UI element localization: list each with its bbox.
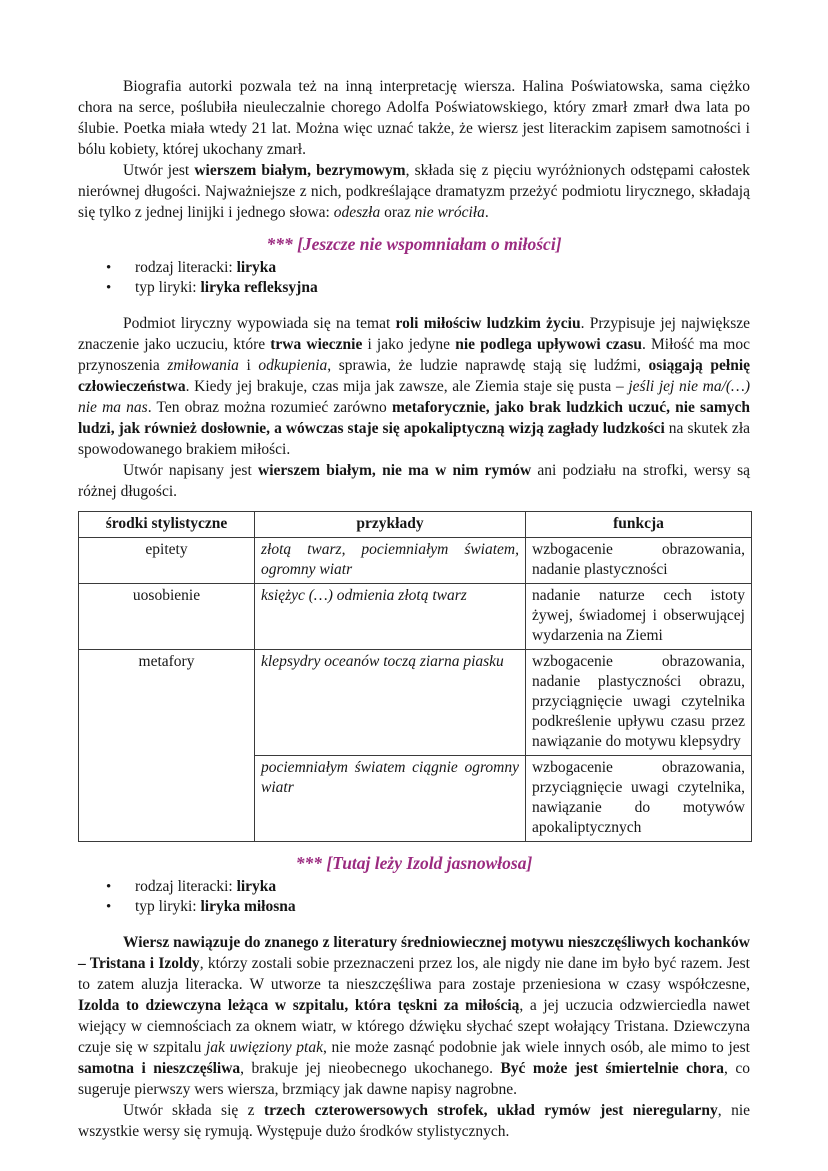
text-run: , nie wszystkie wersy się rymują. Występuje dużo środków stylistycznych. xyxy=(78,1102,751,1140)
text-run: rodzaj literacki: xyxy=(135,878,237,895)
text-run: Wiersz nawiązuje do znanego z literatury średniowiecznej motywu nieszczęśliwych kochanków – Tristana i Izoldy xyxy=(78,934,750,972)
table-cell: pociemniałym światem ciągnie ogromny wiatr xyxy=(255,756,526,842)
text-run: . Kiedy jej brakuje, czas mija jak zawsze, ale Ziemia staje się pusta – xyxy=(185,378,629,395)
paragraph xyxy=(78,460,750,502)
text-run: liryka xyxy=(236,259,277,276)
text-run: samotna i nieszczęśliwa xyxy=(78,1060,241,1077)
table-row xyxy=(79,584,752,650)
text-run: Podmiot liryczny wypowiada się na temat xyxy=(123,315,396,332)
text-run: oraz xyxy=(380,204,415,221)
text-run: metaforycznie, jako brak ludzkich uczuć, nie samych ludzi, jak również dosłownie, a wówczas staje się apokaliptyczną wizją zagłady ludzkości xyxy=(78,399,750,437)
text-run: Utwór składa się z xyxy=(123,1102,264,1119)
text-run: nie wróciła xyxy=(414,204,485,221)
text-run: , którzy zostali sobie przeznaczeni przez los, ale nigdy nie dane im było być razem. Jest to zatem aluzja literacka. W utworze ta nieszczęśliwa para zostaje przeniesiona w czasy współczesne, xyxy=(78,955,750,993)
text-run: odkupienia xyxy=(258,357,328,374)
section-heading: *** [Tutaj leży Izold jasnowłosa] xyxy=(295,853,533,873)
table-cell: epitety xyxy=(79,538,255,584)
table-cell: wzbogacenie obrazowania, przyciągnięcie uwagi czytelnika, nawiązanie do motywów apokaliptycznych xyxy=(526,756,752,842)
text-run: odeszła xyxy=(333,204,381,221)
text-run: roli miłościw ludzkim życiu xyxy=(395,315,581,332)
text-run: zmiłowania xyxy=(167,357,239,374)
text-run: trzech czterowersowych strofek, układ rymów jest nieregularny xyxy=(263,1102,718,1119)
bullet-item xyxy=(135,258,750,278)
table-body xyxy=(79,538,752,842)
text-run: , brakuje jej nieobecnego ukochanego. xyxy=(240,1060,501,1077)
table-cell: metafory xyxy=(79,650,255,842)
text-run: nie podlega upływowi czasu xyxy=(455,336,643,353)
text-run: , a jej uczucia odzwierciedla nawet wiejący w ciemnościach za oknem wiatr, w którego dźwięku słychać szept wołający Tristana. Dziewczyna czuje się w szpitalu xyxy=(78,997,750,1056)
text-run: typ liryki: xyxy=(135,279,201,296)
stylistic-devices-table xyxy=(78,511,752,842)
text-run: trwa wiecznie xyxy=(270,336,363,353)
bullet-item xyxy=(135,278,750,298)
table-head xyxy=(79,512,752,538)
table-cell: wzbogacenie obrazowania, nadanie plastyczności obrazu, przyciągnięcie uwagi czytelnika podkreślenie upływu czasu przez nawiązanie do motywu klepsydry xyxy=(526,650,752,756)
bullet-item xyxy=(135,877,750,897)
text-run: i xyxy=(238,357,259,374)
text-run: jak uwięziony ptak xyxy=(206,1039,323,1056)
table-cell: złotą twarz, pociemniałym światem, ogromny wiatr xyxy=(255,538,526,584)
text-run: ani podziału na strofki, wersy są różnej długości. xyxy=(78,462,750,500)
text-run: , sprawia, że ludzie naprawdę stają się ludźmi, xyxy=(327,357,649,374)
text-run: Być może jest śmiertelnie chora xyxy=(500,1060,725,1077)
table-row xyxy=(79,538,752,584)
text-run: . Przypisuje jej największe znaczenie jako uczuciu, które xyxy=(78,315,750,353)
section-heading: *** [Jeszcze nie wspomniałam o miłości] xyxy=(266,234,562,254)
text-run: Utwór jest xyxy=(123,162,195,179)
text-run: Izolda to dziewczyna leżąca w szpitalu, która tęskni za miłością xyxy=(78,997,520,1014)
text-run: liryka refleksyjna xyxy=(200,279,318,296)
table-cell: wzbogacenie obrazowania, nadanie plastyczności xyxy=(526,538,752,584)
paragraph xyxy=(78,160,750,223)
table-header-cell: środki stylistyczne xyxy=(79,512,255,538)
table-header-cell: funkcja xyxy=(526,512,752,538)
text-run: i jako jedyne xyxy=(362,336,456,353)
table-cell: uosobienie xyxy=(79,584,255,650)
paragraph xyxy=(78,313,750,460)
table-cell: nadanie naturze cech istoty żywej, świadomej i obserwującej wydarzenia na Ziemi xyxy=(526,584,752,650)
text-run: , co sugeruje pierwszy wers wiersza, brzmiący jak dawne napisy nagrobne. xyxy=(78,1060,751,1098)
paragraph xyxy=(78,1100,750,1142)
text-run: wierszem białym, bezrymowym xyxy=(194,162,406,179)
bullet-list xyxy=(78,877,750,917)
text-run: liryka xyxy=(236,878,277,895)
table-cell: klepsydry oceanów toczą ziarna piasku xyxy=(255,650,526,756)
paragraph xyxy=(78,932,750,1100)
text-run: na skutek zła spowodowanego brakiem miłości. xyxy=(78,420,750,458)
text-run: . xyxy=(484,204,489,221)
bullet-item xyxy=(135,897,750,917)
text-run: Biografia autorki pozwala też na inną interpretację wiersza. Halina Poświatowska, sama ciężko chora na serce, poślubiła nieuleczalnie chorego Adolfa Poświatowskiego, który zmarł zmarł dwa lata po ślubie. Poetka miała wtedy 21 lat. Można więc uznać także, że wiersz jest literackim zapisem samotności i bólu kobiety, której ukochany zmarł. xyxy=(78,78,750,158)
text-run: osiągają pełnię człowieczeństwa xyxy=(78,357,751,395)
text-run: , składa się z pięciu wyróżnionych odstępami całostek nierównej długości. Najważniejsze z nich, podkreślające dramatyzm przeżyć podmiotu lirycznego, składają się tylko z jednej linijki i jednego słowa: xyxy=(78,162,750,221)
table-header-row xyxy=(79,512,752,538)
text-run: . Ten obraz można rozumieć zarówno xyxy=(147,399,392,416)
text-run: jeśli jej nie ma/(…) nie ma nas xyxy=(78,378,750,416)
text-run: . Miłość ma moc przynoszenia xyxy=(78,336,750,374)
table-header-cell: przykłady xyxy=(255,512,526,538)
text-run: typ liryki: xyxy=(135,898,201,915)
table-row xyxy=(79,650,752,756)
table-cell: księżyc (…) odmienia złotą twarz xyxy=(255,584,526,650)
text-run: Utwór napisany jest xyxy=(123,462,259,479)
text-run: , nie może zasnąć podobnie jak wiele innych osób, ale mimo to jest xyxy=(322,1039,750,1056)
bullet-list xyxy=(78,258,750,298)
paragraph xyxy=(78,76,750,160)
text-run: wierszem białym, nie ma w nim rymów xyxy=(258,462,532,479)
text-run: liryka miłosna xyxy=(200,898,296,915)
text-run: rodzaj literacki: xyxy=(135,259,237,276)
